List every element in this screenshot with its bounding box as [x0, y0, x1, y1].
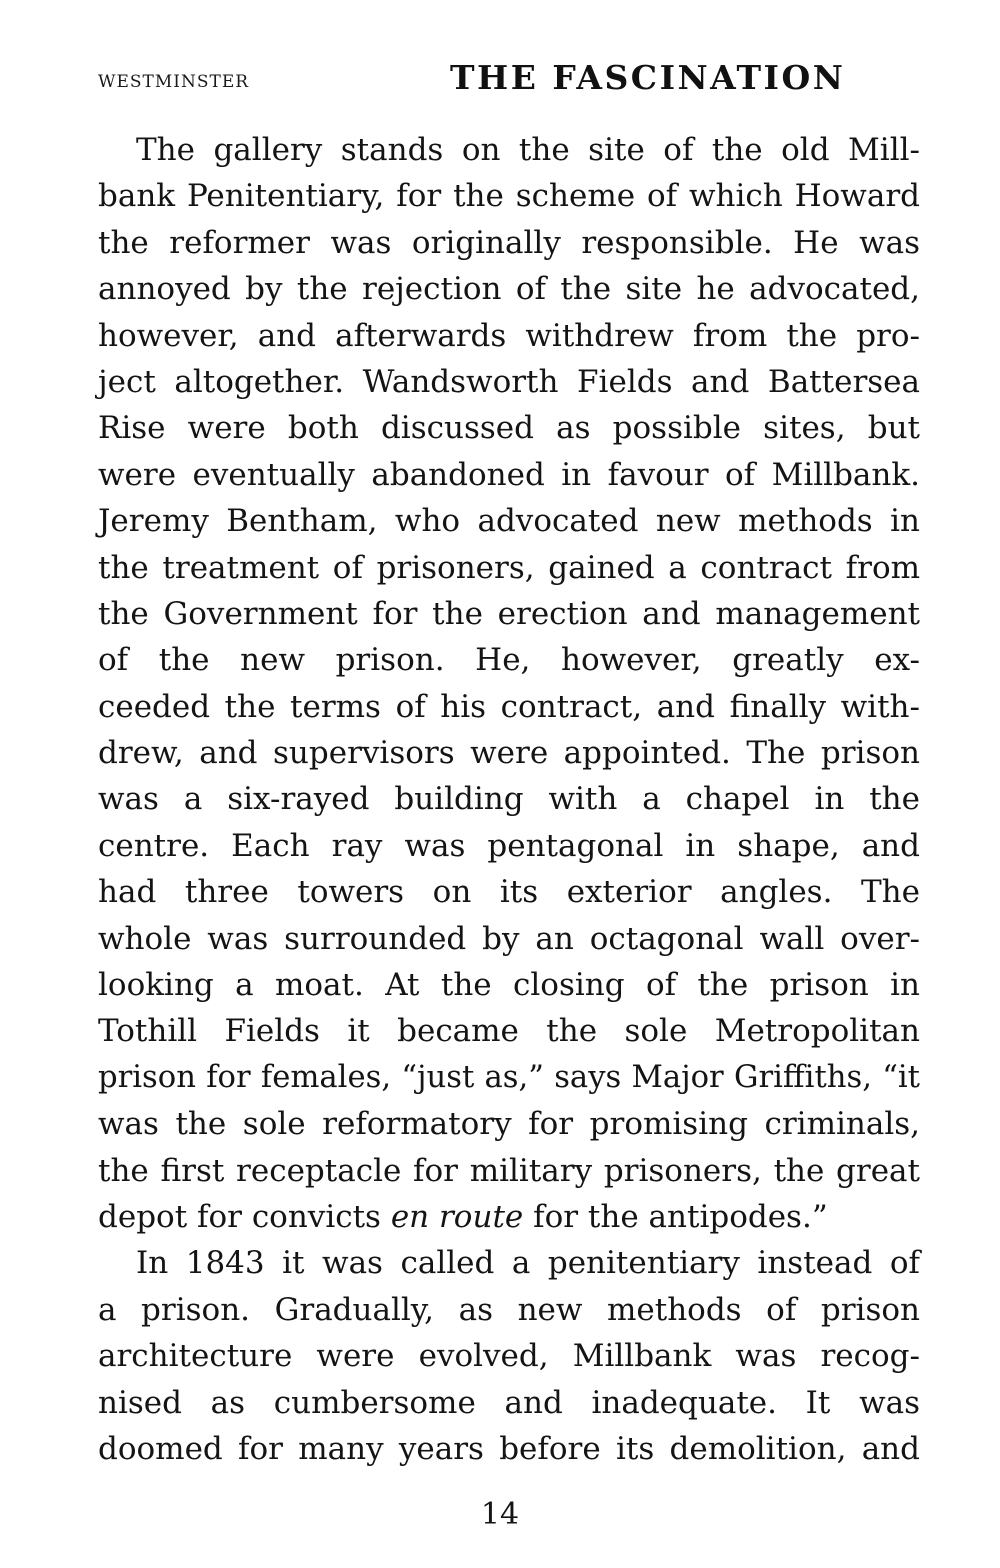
text-line: was a six-rayed building with a chapel in the	[98, 781, 920, 818]
text-line: annoyed by the rejection of the site he advocated,	[98, 271, 920, 308]
running-head	[98, 58, 918, 104]
text-line: the first receptacle for military prisoners, the great	[98, 1152, 920, 1189]
text-line: Tothill Fields it became the sole Metropolitan	[98, 1013, 920, 1050]
text-line: a prison. Gradually, as new methods of prison	[98, 1291, 920, 1328]
paragraph	[98, 1240, 920, 1472]
text-line: centre. Each ray was pentagonal in shape, and	[98, 827, 920, 864]
text-line: drew, and supervisors were appointed. The prison	[98, 735, 920, 772]
text-line: doomed for many years before its demolition, and	[98, 1430, 920, 1467]
text-line: In 1843 it was called a penitentiary instead of	[136, 1245, 920, 1282]
text-line: looking a moat. At the closing of the prison in	[98, 967, 920, 1004]
text-run: for the antipodes.”	[523, 1198, 828, 1235]
paragraph	[98, 127, 920, 1240]
text-run: depot for convicts	[98, 1198, 391, 1235]
page-number: 14	[480, 1497, 520, 1532]
text-line: Rise were both discussed as possible sites, but	[98, 410, 920, 447]
text-line: nised as cumbersome and inadequate. It was	[98, 1384, 920, 1421]
text-line: prison for females, “just as,” says Major Griffiths, “it	[98, 1059, 920, 1095]
text-line: ject altogether. Wandsworth Fields and Battersea	[98, 363, 920, 400]
text-line: whole was surrounded by an octagonal wall over-	[98, 920, 920, 957]
text-line: Jeremy Bentham, who advocated new methods in	[98, 503, 920, 540]
italic-phrase: en route	[390, 1198, 524, 1235]
text-line: were eventually abandoned in favour of Millbank.	[98, 456, 920, 493]
body-text	[98, 127, 920, 1472]
running-head-title: THE FASCINATION	[450, 58, 846, 97]
text-line: had three towers on its exterior angles. The	[98, 874, 920, 911]
text-line: the reformer was originally responsible. He was	[98, 224, 920, 261]
text-line: the treatment of prisoners, gained a contract from	[98, 549, 920, 586]
text-line: of the new prison. He, however, greatly ex-	[98, 642, 920, 679]
text-line: the Government for the erection and management	[98, 595, 920, 632]
text-line: ceeded the terms of his contract, and finally with-	[98, 688, 920, 725]
text-line: bank Penitentiary, for the scheme of which Howard	[98, 178, 920, 215]
text-line: however, and afterwards withdrew from the pro-	[98, 317, 920, 354]
running-head-section: WESTMINSTER	[98, 72, 250, 92]
text-line: was the sole reformatory for promising criminals,	[98, 1106, 920, 1143]
text-line: The gallery stands on the site of the old Mill-	[136, 132, 920, 168]
text-line: architecture were evolved, Millbank was recog-	[98, 1338, 920, 1375]
text-line	[98, 1194, 920, 1240]
